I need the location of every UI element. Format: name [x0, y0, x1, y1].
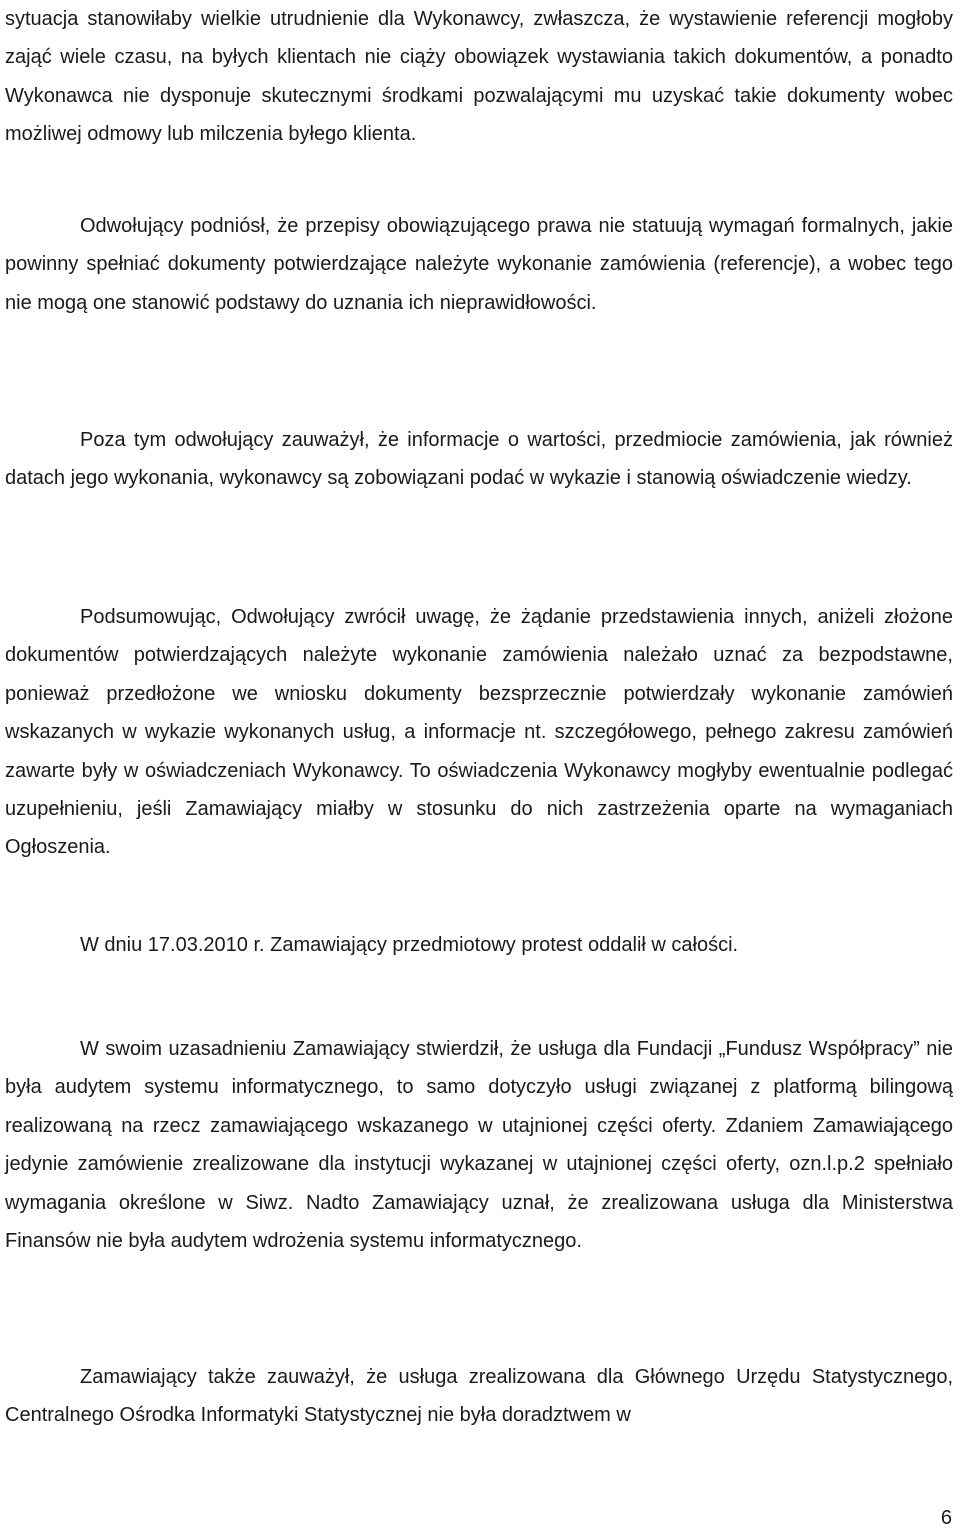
paragraph-protest-dismissed: W dniu 17.03.2010 r. Zamawiający przedmiotowy protest oddalił w całości. — [80, 934, 739, 956]
paragraph-justification: W swoim uzasadnieniu Zamawiający stwierdził, że usługa dla Fundacji „Fundusz Współpracy” nie była audytem systemu informatycznego, to samo dotyczyło usługi związanej z platformą bilingową realizowaną na rzecz zamawiającego wskazanego w utajnionej części oferty. Zdaniem Zamawiającego jedynie zamówienie zrealizowane dla instytucji wykazanej w utajnionej części oferty, ozn.l.p.2 spełniało wymagania określone w Siwz. Nadto Zamawiający uznał, że zrealizowana usługa dla Ministerstwa Finansów nie była audytem wdrożenia systemu informatycznego. — [5, 1038, 953, 1253]
paragraph-continuation: sytuacja stanowiłaby wielkie utrudnienie dla Wykonawcy, zwłaszcza, że wystawienie referencji mogłoby zająć wiele czasu, na byłych klientach nie ciąży obowiązek wystawiania takich dokumentów, a ponadto Wykonawca nie dysponuje skutecznymi środkami pozwalającymi mu uzyskać takie dokumenty wobec możliwej odmowy lub milczenia byłego klienta. — [5, 8, 953, 146]
paragraph-summary: Podsumowując, Odwołujący zwrócił uwagę, że żądanie przedstawienia innych, aniżeli złożone dokumentów potwierdzających należyte wykonanie zamówienia należało uznać za bezpodstawne, ponieważ przedłożone we wniosku dokumenty bezsprzecznie potwierdzały wykonanie zamówień wskazanych w wykazie wykonanych usług, a informacje nt. szczegółowego, pełnego zakresu zamówień zawarte były w oświadczeniach Wykonawcy. To oświadczenia Wykonawcy mogłyby ewentualnie podlegać uzupełnieniu, jeśli Zamawiający miałby w stosunku do nich zastrzeżenia oparte na wymaganiach Ogłoszenia. — [5, 606, 953, 859]
page-number: 6 — [940, 1507, 952, 1529]
paragraph-formal-requirements: Odwołujący podniósł, że przepisy obowiązującego prawa nie statuują wymagań formalnych, jakie powinny spełniać dokumenty potwierdzające należyte wykonanie zamówienia (referencje), a wobec tego nie mogą one stanowić podstawy do uznania ich nieprawidłowości. — [5, 215, 953, 314]
paragraph-gus-service: Zamawiający także zauważył, że usługa zrealizowana dla Głównego Urzędu Statystycznego, Centralnego Ośrodka Informatyki Statystycznej nie była doradztwem w — [5, 1366, 953, 1427]
paragraph-information-value: Poza tym odwołujący zauważył, że informacje o wartości, przedmiocie zamówienia, jak również datach jego wykonania, wykonawcy są zobowiązani podać w wykazie i stanowią oświadczenie wiedzy. — [5, 429, 953, 490]
